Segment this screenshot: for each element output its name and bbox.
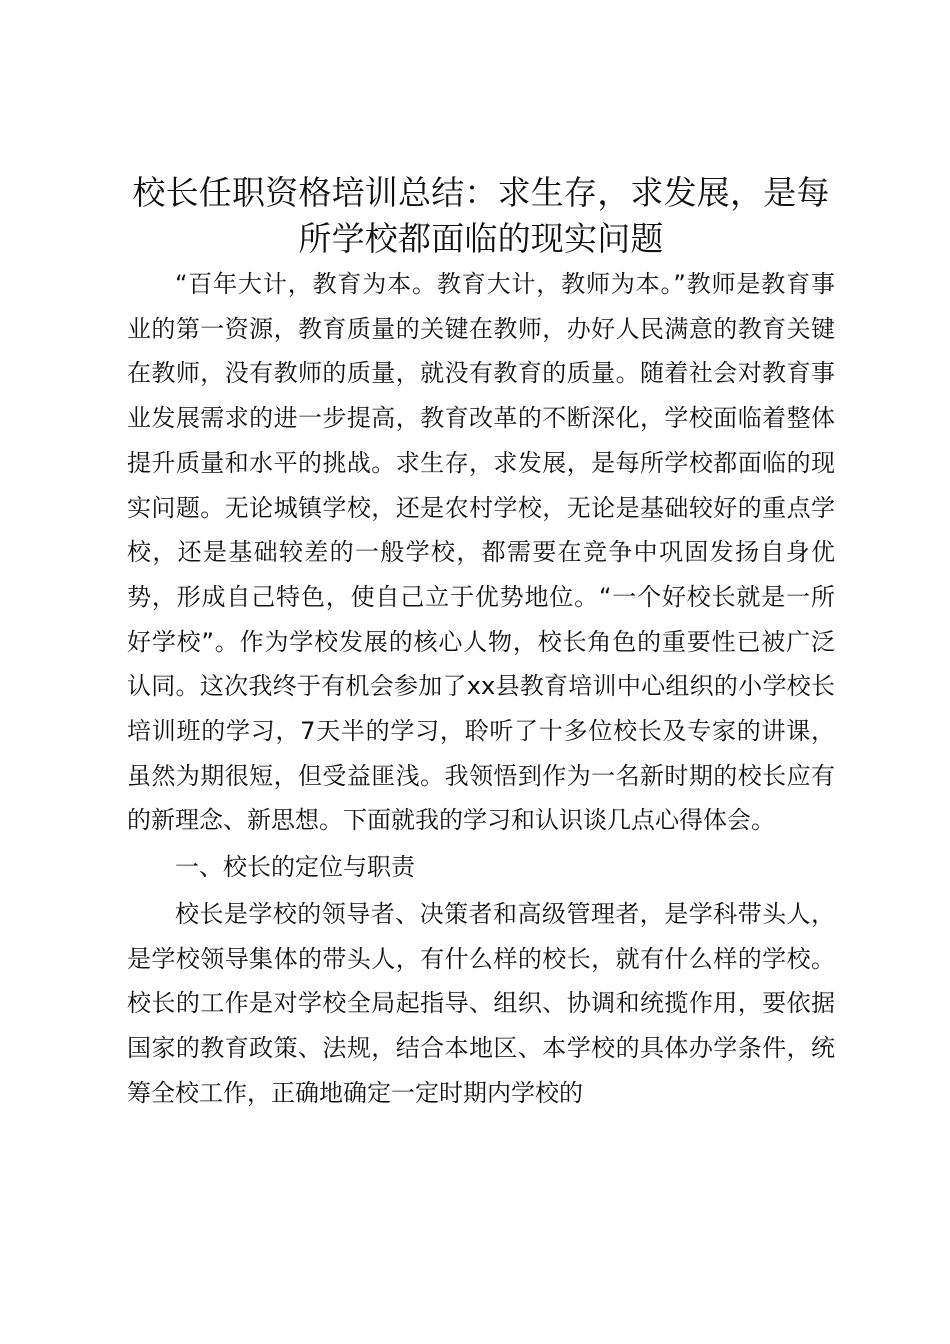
document-title: 校长任职资格培训总结：求生存，求发展，是每所学校都面临的现实问题 <box>132 173 830 258</box>
document-body <box>127 170 835 1115</box>
section-paragraph: 校长是学校的领导者、决策者和高级管理者，是学科带头人，是学校领导集体的带头人，有什么样的校长，就有什么样的学校。校长的工作是对学校全局起指导、组织、协调和统揽作用，要依据国家的教育政策、法规，结合本地区、本学校的具体办学条件，统筹全校工作，正确地确定一定时期内学校的 <box>127 899 835 1107</box>
section-heading: 一、校长的定位与职责 <box>175 853 415 882</box>
intro-paragraph: “百年大计，教育为本。教育大计，教师为本。”教师是教育事业的第一资源，教育质量的关键在教师，办好人民满意的教育关键在教师，没有教师的质量，就没有教育的质量。随着社会对教育事业发展需求的进一步提高，教育改革的不断深化，学校面临着整体提升质量和水平的挑战。求生存，求发展，是每所学校都面临的现实问题。无论城镇学校，还是农村学校，无论是基础较好的重点学校，还是基础较差的一般学校，都需要在竞争中巩固发扬自身优势，形成自己特色，使自己立于优势地位。“一个好校长就是一所好学校”。作为学校发展的核心人物，校长角色的重要性已被广泛认同。这次我终于有机会参加了xx县教育培训中心组织的小学校长培训班的学习，7天半的学习，聆听了十多位校长及专家的讲课，虽然为期很短，但受益匪浅。我领悟到作为一名新时期的校长应有的新理念、新思想。下面就我的学习和认识谈几点心得体会。 <box>127 270 835 835</box>
